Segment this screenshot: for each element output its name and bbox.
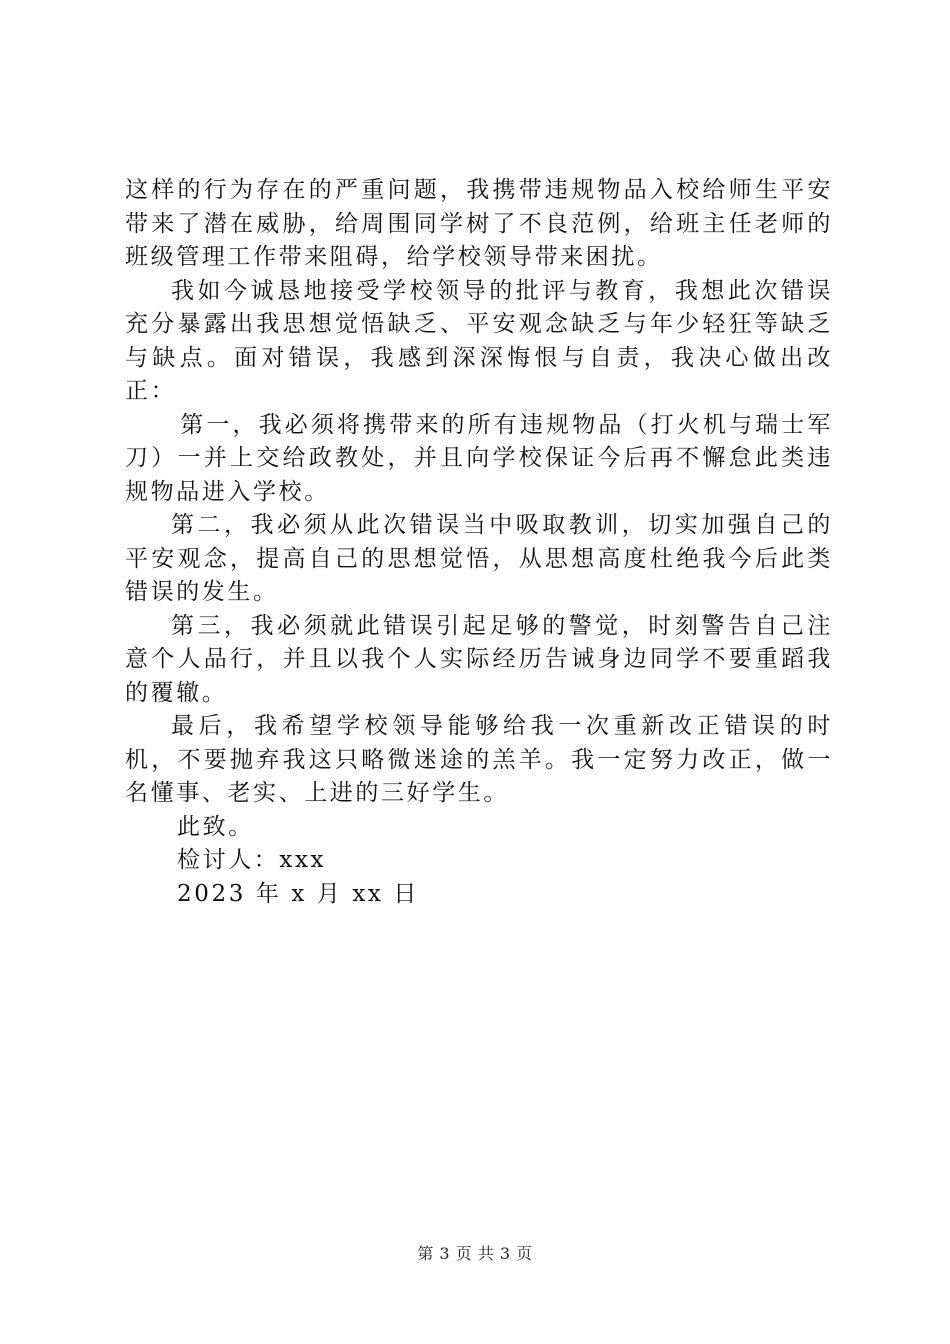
date-line: 2023 年 x 月 xx 日 [177,880,420,907]
signer-line: 检讨人：xxx [177,847,327,873]
paragraph-1: 这样的行为存在的严重问题，我携带违规物品入校给师生平安带来了潜在威胁，给周围同学树了不良范例，给班主任老师的班级管理工作带来阻碍，给学校领导带来困扰。 [125,177,833,270]
paragraph-2: 我如今诚恳地接受学校领导的批评与教育，我想此次错误充分暴露出我思想觉悟缺乏、平安观念缺乏与年少轻狂等缺乏与缺点。面对错误，我感到深深悔恨与自责，我决心做出改正： [125,277,833,404]
closing-line: 此致。 [177,813,254,840]
paragraph-4: 第二，我必须从此次错误当中吸取教训，切实加强自己的平安观念，提高自己的思想觉悟，从思想高度杜绝我今后此类错误的发生。 [125,512,833,605]
document-body [125,174,833,911]
page-number-footer: 第 3 页 共 3 页 [417,1244,533,1263]
paragraph-6: 最后，我希望学校领导能够给我一次重新改正错误的时机，不要抛弃我这只略微迷途的羔羊。我一定努力改正，做一名懂事、老实、上进的三好学生。 [125,713,833,806]
paragraph-5: 第三，我必须就此错误引起足够的警觉，时刻警告自己注意个人品行，并且以我个人实际经历告诫身边同学不要重蹈我的覆辙。 [125,612,833,706]
paragraph-3: 第一，我必须将携带来的所有违规物品（打火机与瑞士军刀）一并上交给政教处，并且向学校保证今后再不懈怠此类违规物品进入学校。 [125,411,833,505]
